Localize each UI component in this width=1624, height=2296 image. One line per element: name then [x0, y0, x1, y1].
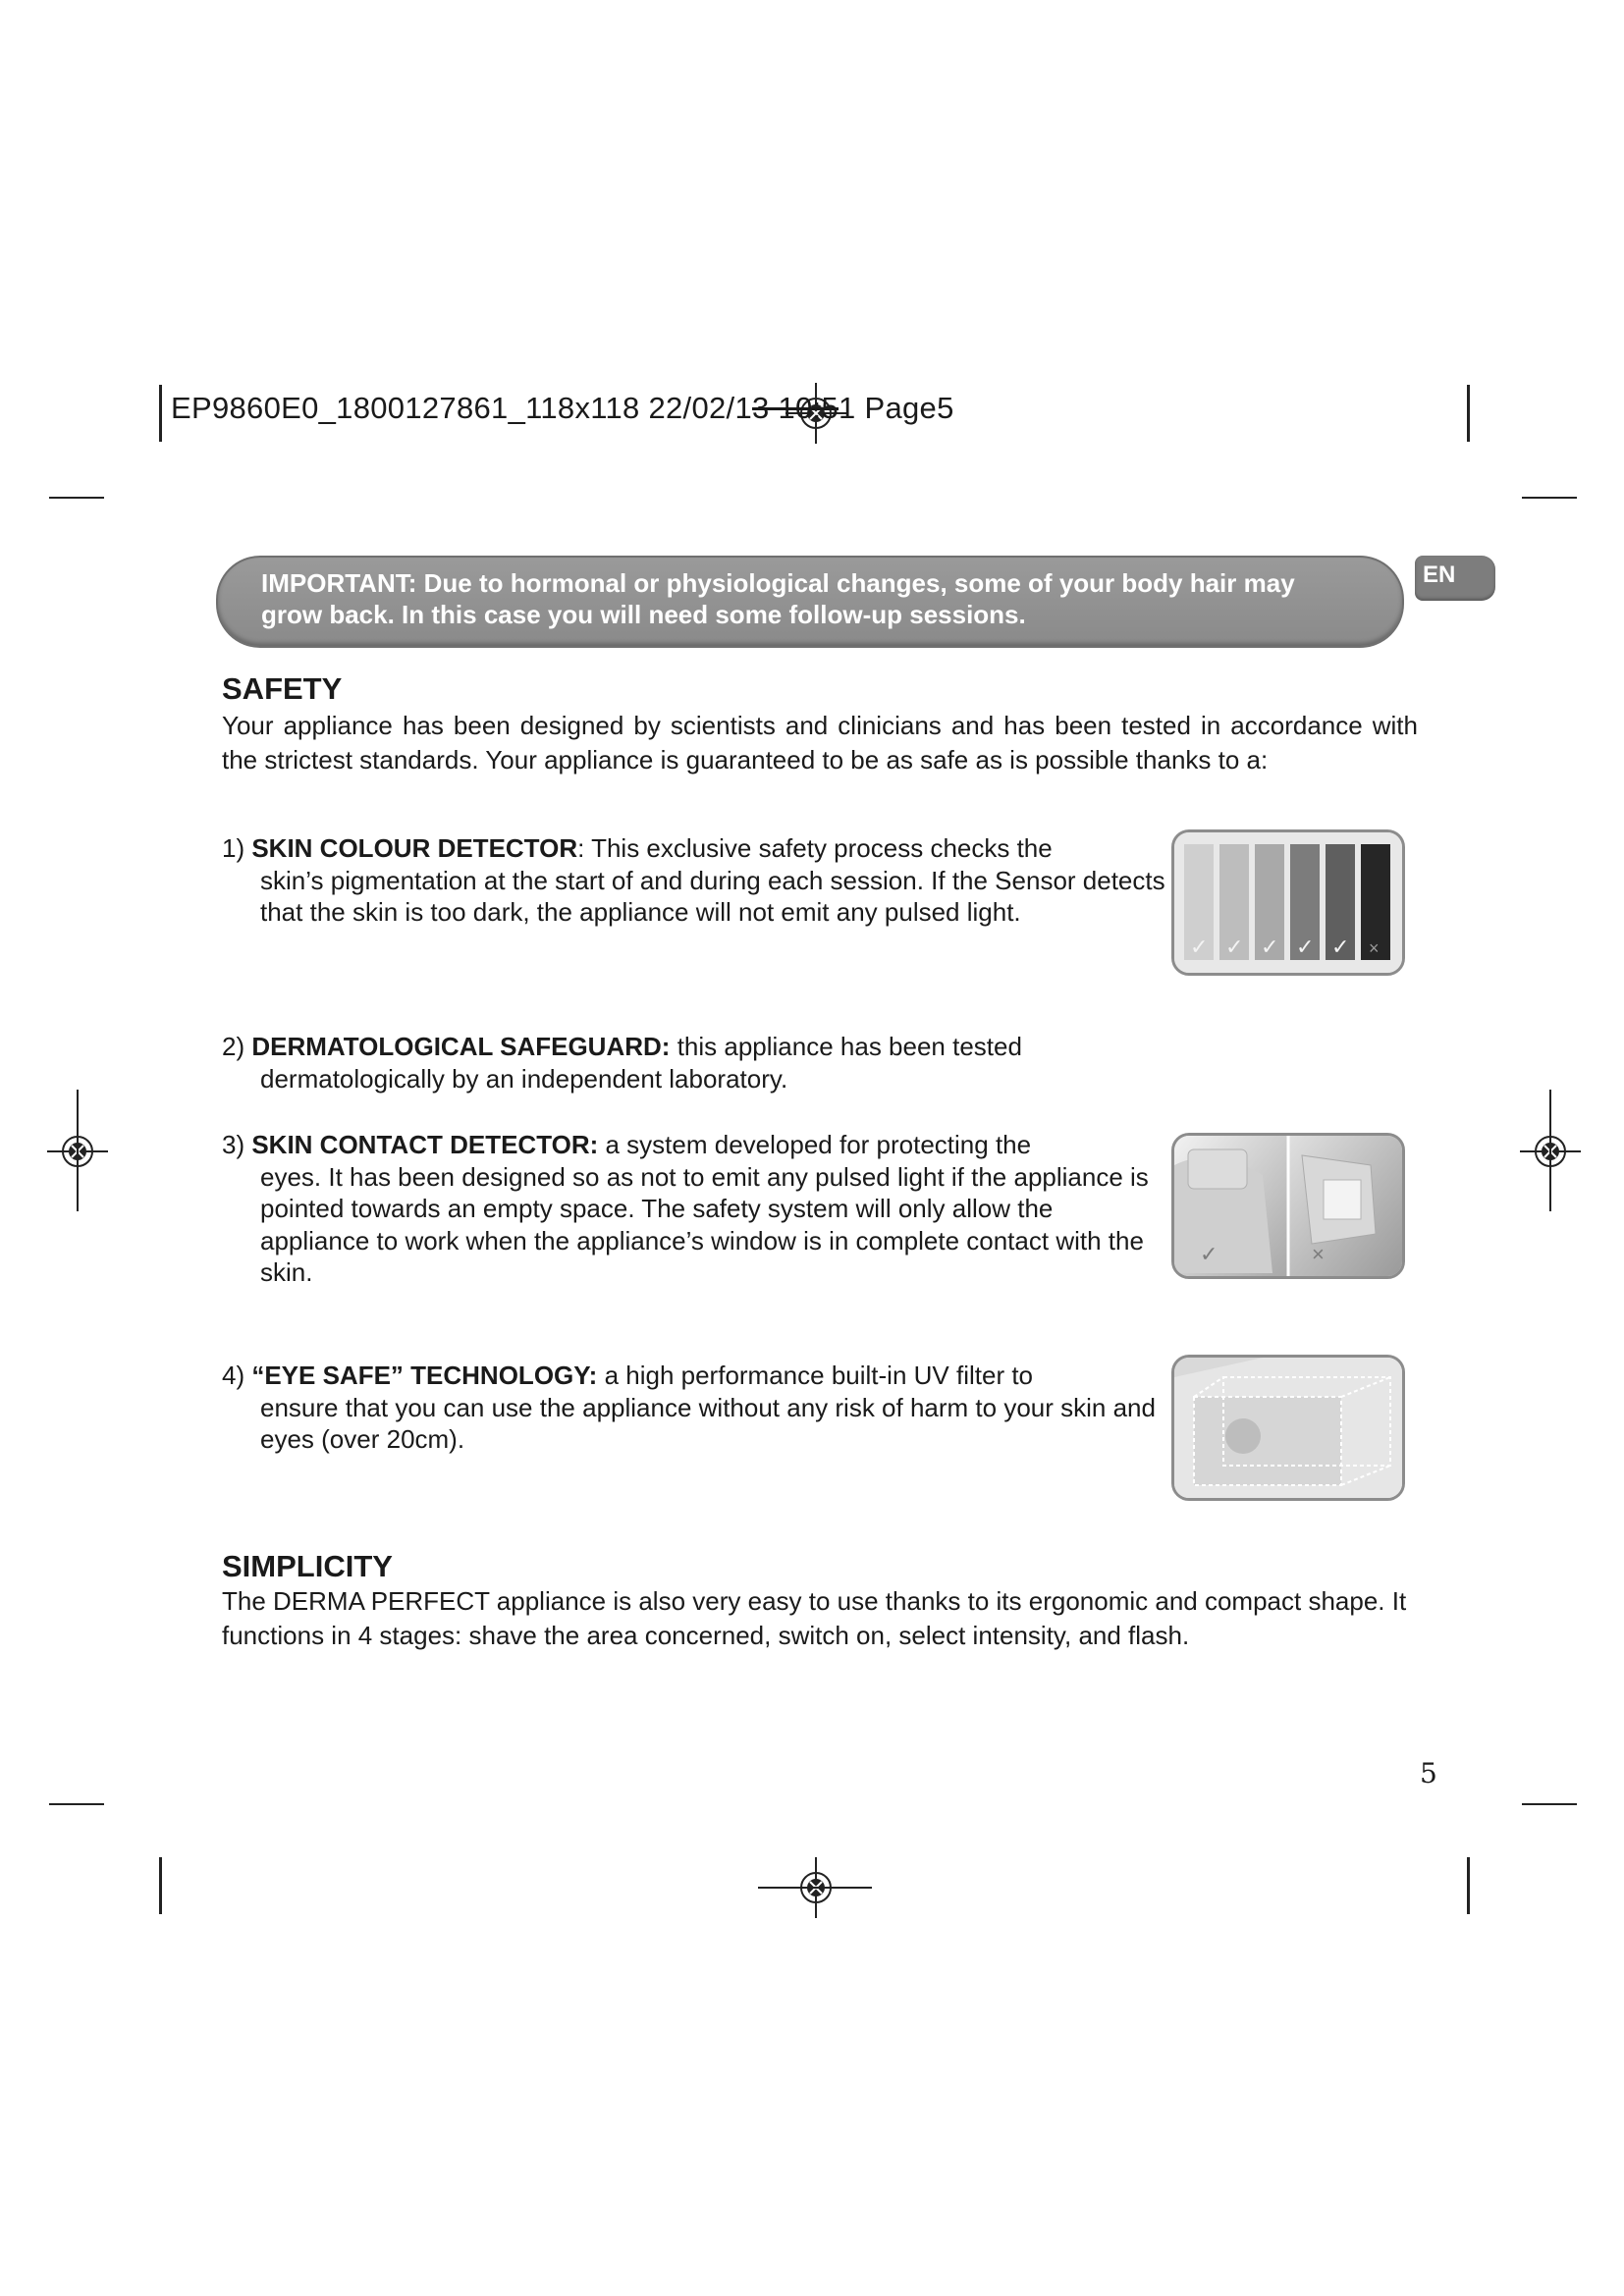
simplicity-paragraph: The DERMA PERFECT appliance is also very easy to use thanks to its ergonomic and compact shape. It functions in 4 stages: shave the area concerned, switch on, select intensity, and flash.	[222, 1586, 1407, 1650]
eye-safe-filter-figure	[1171, 1355, 1405, 1501]
important-notice-banner	[216, 556, 1404, 648]
registration-right-stem	[1549, 1090, 1551, 1211]
crop-mark-bottom-left-horizontal	[49, 1803, 104, 1805]
safety-item-skin-colour-detector: 1) SKIN COLOUR DETECTOR: This exclusive safety process checks the skin’s pigmentation at the start of and during each session. If the Sensor detects that the skin is too dark, the appliance will not emit any pulsed light.	[222, 833, 1165, 927]
registration-bottom-arm	[758, 1887, 872, 1889]
safety-item-skin-contact-detector: 3) SKIN CONTACT DETECTOR: a system developed for protecting the eyes. It has been designed so as not to emit any pulsed light if the appliance is pointed towards an empty space. The safety system will only allow the appliance to work when the appliance’s window is in complete contact with the skin.	[222, 1130, 1149, 1287]
svg-text:✓: ✓	[1200, 1242, 1218, 1266]
skin-contact-photo-figure	[1171, 1133, 1405, 1279]
page-number: 5	[1420, 1757, 1437, 1789]
section-heading-simplicity: SIMPLICITY	[222, 1549, 393, 1583]
crop-mark-top-right-vertical	[1467, 385, 1470, 442]
safety-intro-paragraph: Your appliance has been designed by scientists and clinicians and has been tested in accordance with the strictest standards. Your appliance is guaranteed to be as safe as is possible thanks to a:	[222, 711, 1418, 774]
crop-mark-top-left-horizontal	[49, 497, 104, 499]
crop-mark-top-left-vertical	[159, 385, 162, 442]
svg-text:×: ×	[1312, 1242, 1325, 1266]
svg-text:✓: ✓	[1331, 934, 1350, 959]
section-heading-safety: SAFETY	[222, 671, 343, 706]
svg-text:×: ×	[1369, 938, 1380, 958]
registration-left-stem	[77, 1090, 79, 1211]
skin-colour-chart-figure	[1171, 829, 1405, 976]
svg-text:✓: ✓	[1225, 934, 1244, 959]
safety-item-eye-safe-technology: 4) “EYE SAFE” TECHNOLOGY: a high performance built-in UV filter to ensure that you can use the appliance without any risk of harm to your skin and eyes (over 20cm).	[222, 1361, 1156, 1454]
safety-item-dermatological-safeguard: 2) DERMATOLOGICAL SAFEGUARD: this appliance has been tested dermatologically by an independent laboratory.	[222, 1032, 1022, 1094]
svg-text:✓: ✓	[1296, 934, 1315, 959]
important-notice-text: IMPORTANT: Due to hormonal or physiological changes, some of your body hair may grow back. In this case you will need some follow-up sessions.	[261, 568, 1295, 629]
language-tab-badge: EN	[1415, 556, 1495, 601]
crop-mark-bottom-right-horizontal	[1522, 1803, 1577, 1805]
svg-text:✓: ✓	[1190, 934, 1209, 959]
svg-text:✓: ✓	[1261, 934, 1279, 959]
crop-mark-top-right-horizontal	[1522, 497, 1577, 499]
print-slug-line: EP9860E0_1800127861_118x118 22/02/13 10:51 Page5	[171, 391, 954, 425]
crop-mark-bottom-right-vertical	[1467, 1857, 1470, 1914]
crop-mark-bottom-left-vertical	[159, 1857, 162, 1914]
